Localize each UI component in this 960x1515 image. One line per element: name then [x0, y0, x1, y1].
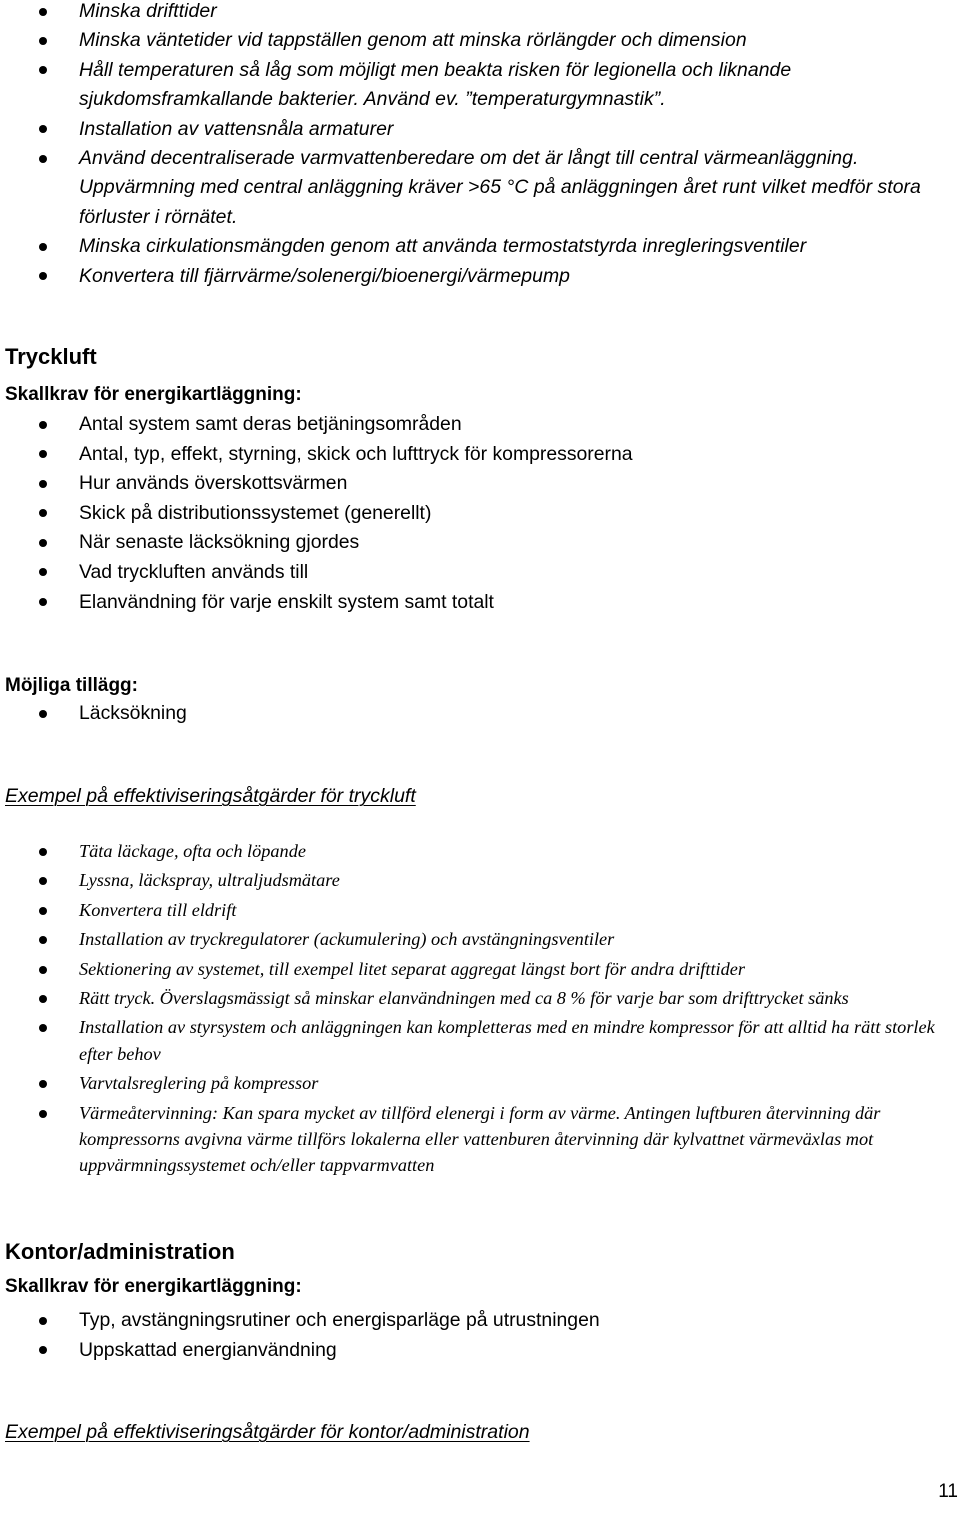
- tryckluft-additions-list: [0, 699, 960, 729]
- bullet-icon: [39, 8, 47, 16]
- varmvatten-measures-list: [0, 0, 960, 291]
- list-item: [0, 838, 960, 864]
- bullet-icon: [39, 539, 47, 547]
- list-item-text: Skick på distributionssystemet (generellt): [79, 501, 432, 524]
- list-item: [0, 867, 960, 893]
- list-item-text: Vad tryckluften används till: [79, 560, 309, 583]
- page-number: 11: [938, 1481, 958, 1502]
- list-item-text: Håll temperaturen så låg som möjligt men beakta risken för legionella och liknande sjukdomsframkallande bakterier. Använd ev. ”temperaturgymnastik”.: [79, 58, 792, 111]
- bullet-icon: [39, 1024, 47, 1032]
- bullet-icon: [39, 936, 47, 944]
- bullet-icon: [39, 509, 47, 517]
- list-item-text: Antal system samt deras betjäningsområden: [79, 413, 462, 435]
- bullet-icon: [39, 598, 47, 606]
- list-item-text: Använd decentraliserade varmvattenberedare om det är långt till central värmeanläggning. Uppvärmning med central anläggning kräver >65 °C på anläggningen året runt vilket medför stora förluster i rörnätet.: [79, 147, 921, 228]
- additions-heading: Möjliga tillägg:: [5, 675, 138, 696]
- list-item: [0, 897, 960, 923]
- list-item: [0, 588, 960, 618]
- bullet-icon: [39, 1346, 47, 1354]
- bullet-icon: [39, 1317, 47, 1325]
- list-item: [0, 985, 960, 1011]
- bullet-icon: [39, 421, 47, 429]
- list-item-text: När senaste läcksökning gjordes: [79, 531, 360, 554]
- list-item-text: Varvtalsreglering på kompressor: [79, 1073, 319, 1094]
- bullet-icon: [39, 966, 47, 974]
- list-item: [0, 0, 960, 26]
- list-item: [0, 56, 960, 115]
- bullet-icon: [39, 907, 47, 915]
- bullet-icon: [39, 568, 47, 576]
- section-title-kontor: Kontor/administration: [5, 1239, 235, 1264]
- list-item: [0, 699, 960, 729]
- list-item-text: Rätt tryck. Överslagsmässigt så minskar elanvändningen med ca 8 % för varje bar som drifttrycket sänks: [79, 988, 849, 1009]
- list-item-text: Lyssna, läckspray, ultraljudsmätare: [79, 870, 340, 891]
- list-item-text: Installation av vattensnåla armaturer: [79, 117, 394, 140]
- bullet-icon: [39, 272, 47, 280]
- list-item: [0, 26, 960, 55]
- list-item: [0, 558, 960, 588]
- list-item: [0, 956, 960, 982]
- list-item-text: Värmeåtervinning: Kan spara mycket av tillförd elenergi i form av värme. Antingen luftburen återvinning där kompressorns avgivna värme tillförs lokalerna eller vattenburen återvinning där kylvattnet värmeväxlas mot uppvärmningssystemet och/eller tappvarmvatten: [79, 1102, 881, 1176]
- bullet-icon: [39, 243, 47, 251]
- bullet-icon: [39, 995, 47, 1003]
- bullet-icon: [39, 480, 47, 488]
- list-item: [0, 1336, 960, 1366]
- list-item-text: Hur används överskottsvärmen: [79, 472, 348, 495]
- list-item-text: Minska cirkulationsmängden genom att använda termostatstyrda inregleringsventiler: [79, 235, 807, 258]
- bullet-icon: [39, 155, 47, 163]
- list-item: [0, 499, 960, 529]
- list-item-text: Täta läckage, ofta och löpande: [79, 841, 306, 861]
- list-item-text: Installation av styrsystem och anläggningen kan kompletteras med en mindre kompressor för att alltid ha rätt storlek efter behov: [79, 1017, 935, 1064]
- list-item: [0, 410, 960, 440]
- list-item-text: Minska väntetider vid tappställen genom att minska rörlängder och dimension: [79, 29, 747, 52]
- list-item: [0, 144, 960, 232]
- bullet-icon: [39, 450, 47, 458]
- bullet-icon: [39, 1110, 47, 1118]
- list-item-text: Installation av tryckregulatorer (ackumulering) och avstängningsventiler: [79, 929, 615, 950]
- list-item: [0, 926, 960, 952]
- list-item: [0, 262, 960, 291]
- examples-heading-tryckluft: Exempel på effektiviseringsåtgärder för tryckluft: [5, 785, 416, 807]
- list-item-text: Elanvändning för varje enskilt system samt totalt: [79, 590, 494, 613]
- list-item-text: Sektionering av systemet, till exempel litet separat aggregat längst bort för andra drifttider: [79, 958, 745, 979]
- list-item-text: Läcksökning: [79, 702, 187, 724]
- bullet-icon: [39, 1080, 47, 1088]
- bullet-icon: [39, 66, 47, 74]
- list-item-text: Typ, avstängningsrutiner och energisparläge på utrustningen: [79, 1309, 600, 1331]
- bullet-icon: [39, 877, 47, 885]
- list-item: [0, 232, 960, 261]
- list-item: [0, 528, 960, 558]
- examples-heading-kontor: Exempel på effektiviseringsåtgärder för kontor/administration: [5, 1421, 530, 1443]
- list-item: [0, 115, 960, 144]
- list-item: [0, 1306, 960, 1336]
- list-item: [0, 1070, 960, 1096]
- list-item: [0, 1100, 960, 1179]
- bullet-icon: [39, 710, 47, 718]
- list-item-text: Minska drifttider: [79, 0, 217, 22]
- bullet-icon: [39, 37, 47, 45]
- list-item: [0, 469, 960, 499]
- bullet-icon: [39, 125, 47, 133]
- list-item: [0, 440, 960, 470]
- tryckluft-examples-list: [0, 838, 960, 1182]
- requirements-heading: Skallkrav för energikartläggning:: [5, 384, 302, 405]
- bullet-icon: [39, 848, 47, 856]
- list-item: [0, 1014, 960, 1067]
- section-title-tryckluft: Tryckluft: [5, 344, 97, 369]
- kontor-requirements-list: [0, 1306, 960, 1365]
- list-item-text: Antal, typ, effekt, styrning, skick och lufttryck för kompressorerna: [79, 442, 633, 465]
- list-item-text: Konvertera till eldrift: [79, 899, 237, 920]
- list-item-text: Konvertera till fjärrvärme/solenergi/bioenergi/värmepump: [79, 264, 571, 287]
- list-item-text: Uppskattad energianvändning: [79, 1338, 337, 1361]
- requirements-heading-kontor: Skallkrav för energikartläggning:: [5, 1276, 302, 1297]
- tryckluft-requirements-list: [0, 410, 960, 617]
